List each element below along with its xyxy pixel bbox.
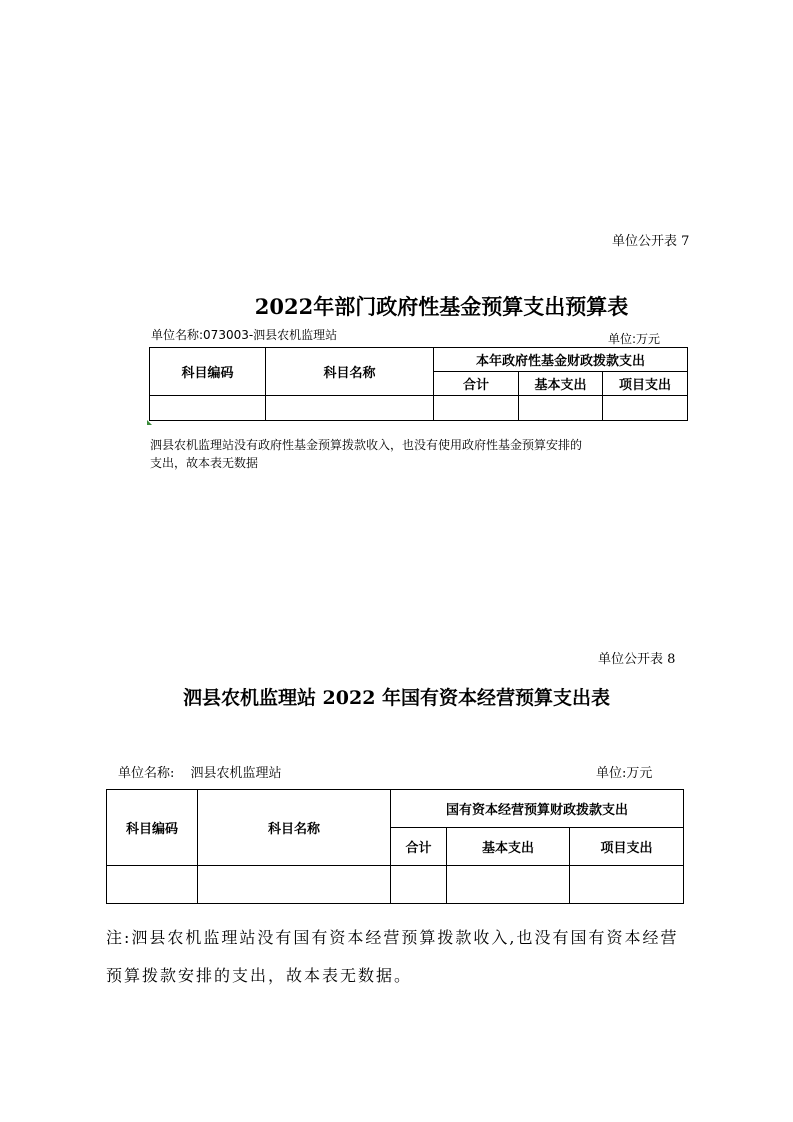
table-row (107, 866, 684, 904)
unit-name-label: 单位名称: (118, 766, 175, 781)
header-subject-code: 科目编码 (107, 790, 198, 866)
unit-name-row (118, 762, 282, 781)
empty-cell (603, 396, 688, 421)
empty-cell (434, 396, 519, 421)
header-total: 合计 (434, 372, 519, 396)
empty-cell (266, 396, 434, 421)
header-basic-expenditure: 基本支出 (519, 372, 603, 396)
note-fund-budget (150, 436, 582, 472)
header-fund-expenditure: 本年政府性基金财政拨款支出 (434, 348, 688, 372)
fund-budget-table (149, 347, 688, 421)
note-line: 支出，故本表无数据 (150, 456, 259, 470)
note-state-capital-budget (106, 919, 678, 995)
form-number-8: 单位公开表 8 (598, 652, 676, 667)
note-line: 注:泗县农机监理站没有国有资本经营预算拨款收入,也没有国有资本经营 (106, 928, 679, 947)
empty-cell (519, 396, 603, 421)
cell-marker-icon (147, 420, 152, 425)
unit-name-label: 单位名称:073003-泗县农机监理站 (151, 328, 338, 342)
header-subject-code: 科目编码 (150, 348, 266, 396)
form-number-7: 单位公开表 7 (612, 234, 690, 249)
header-state-capital-expenditure: 国有资本经营预算财政拨款支出 (391, 790, 684, 828)
unit-name-value: 泗县农机监理站 (190, 766, 282, 781)
header-total: 合计 (391, 828, 447, 866)
note-line: 预算拨款安排的支出，故本表无数据。 (106, 966, 413, 985)
table-row (150, 396, 688, 421)
page-title-fund-budget: 2022年部门政府性基金预算支出预算表 (254, 294, 629, 319)
unit-currency-label: 单位:万元 (608, 332, 661, 346)
unit-currency-label: 单位:万元 (596, 766, 653, 781)
page-title-state-capital-budget: 泗县农机监理站 2022 年国有资本经营预算支出表 (182, 687, 611, 709)
empty-cell (570, 866, 684, 904)
header-project-expenditure: 项目支出 (603, 372, 688, 396)
empty-cell (198, 866, 391, 904)
header-basic-expenditure: 基本支出 (447, 828, 570, 866)
empty-cell (447, 866, 570, 904)
empty-cell (107, 866, 198, 904)
header-subject-name: 科目名称 (266, 348, 434, 396)
state-capital-budget-table (106, 789, 684, 904)
empty-cell (391, 866, 447, 904)
header-project-expenditure: 项目支出 (570, 828, 684, 866)
note-line: 泗县农机监理站没有政府性基金预算拨款收入，也没有使用政府性基金预算安排的 (150, 438, 583, 452)
header-subject-name: 科目名称 (198, 790, 391, 866)
empty-cell (150, 396, 266, 421)
